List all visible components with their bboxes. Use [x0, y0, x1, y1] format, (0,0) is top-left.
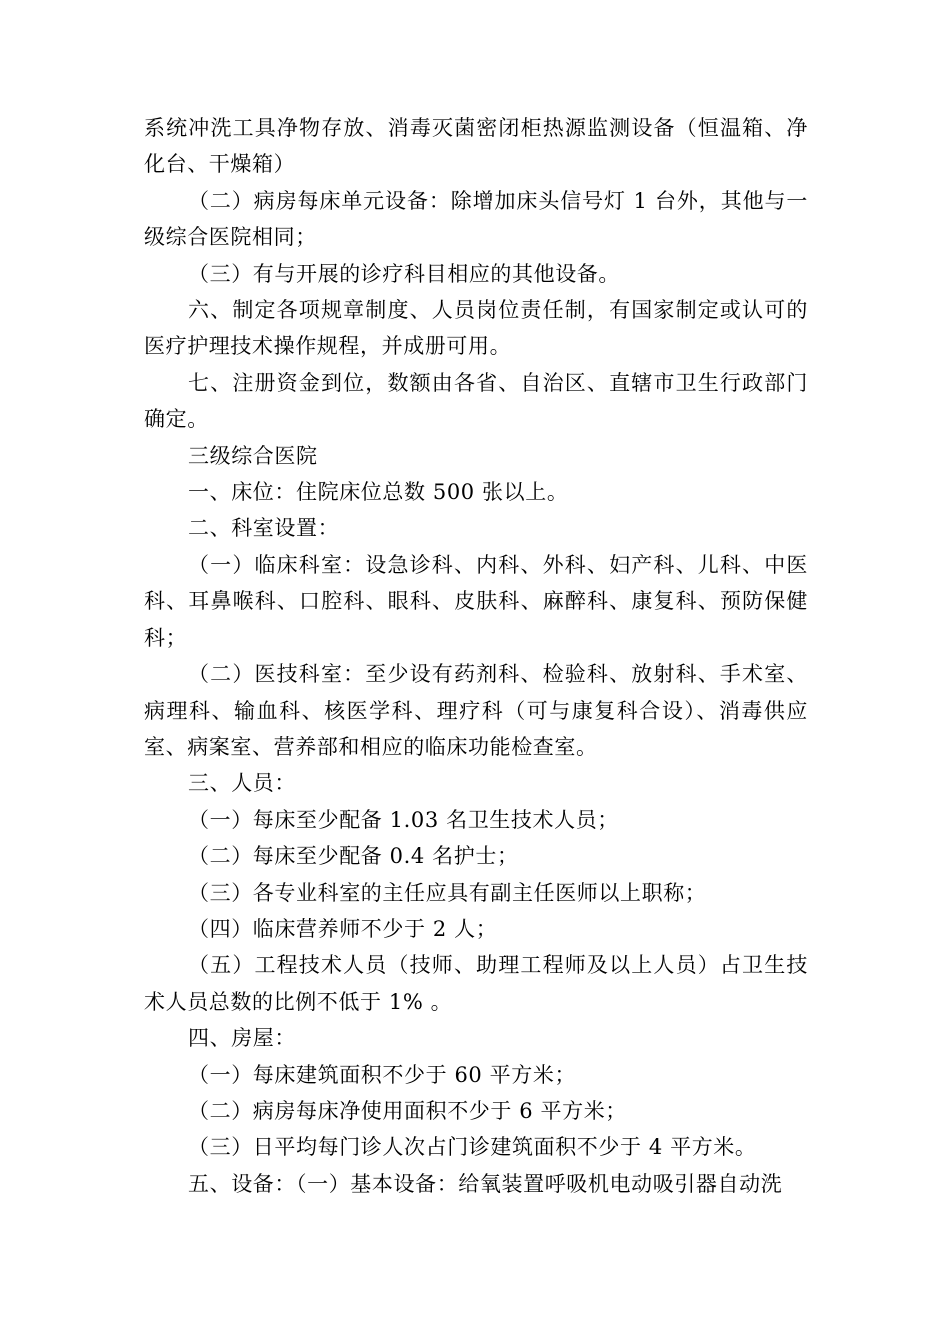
section-heading-tertiary-hospital: 三级综合医院	[188, 443, 318, 468]
paragraph-continued-equipment-list: 系统冲洗工具净物存放、消毒灭菌密闭柜热源监测设备（恒温箱、净化台、干燥箱）	[144, 116, 808, 177]
paragraph-ward-bed-unit-equipment: （二）病房每床单元设备：除增加床头信号灯 1 台外，其他与一级综合医院相同；	[144, 188, 808, 250]
paragraph-department-setup: 二、科室设置：	[188, 516, 340, 541]
paragraph-nurses-per-bed: （二）每床至少配备 0.4 名护士；	[188, 844, 519, 869]
paragraph-clinical-departments: （一）临床科室：设急诊科、内科、外科、妇产科、儿科、中医科、耳鼻喉科、口腔科、眼科、皮肤科、麻醉科、康复科、预防保健科；	[144, 552, 808, 650]
paragraph-engineering-technicians: （五）工程技术人员（技师、助理工程师及以上人员）占卫生技术人员总数的比例不低于 1% 。	[144, 953, 808, 1014]
paragraph-personnel: 三、人员：	[188, 771, 296, 796]
paragraph-outpatient-area: （三）日平均每门诊人次占门诊建筑面积不少于 4 平方米。	[188, 1135, 757, 1160]
paragraph-beds: 一、床位：住院床位总数 500 张以上。	[188, 480, 569, 505]
paragraph-equipment-basic: 五、设备：（一）基本设备：给氧装置呼吸机电动吸引器自动洗	[188, 1171, 783, 1196]
document-body	[144, 110, 808, 1202]
paragraph-department-directors: （三）各专业科室的主任应具有副主任医师以上职称；	[188, 880, 707, 905]
paragraph-clinical-nutritionists: （四）临床营养师不少于 2 人；	[188, 916, 498, 941]
paragraph-health-technicians-per-bed: （一）每床至少配备 1.03 名卫生技术人员；	[188, 807, 619, 832]
paragraph-other-equipment: （三）有与开展的诊疗科目相应的其他设备。	[188, 261, 620, 286]
paragraph-medical-technology-departments: （二）医技科室：至少设有药剂科、检验科、放射科、手术室、病理科、输血科、核医学科、理疗科（可与康复科合设）、消毒供应室、病案室、营养部和相应的临床功能检查室。	[144, 662, 808, 759]
paragraph-rules-and-regulations: 六、制定各项规章制度、人员岗位责任制，有国家制定或认可的医疗护理技术操作规程，并成册可用。	[144, 298, 808, 359]
paragraph-ward-net-area-per-bed: （二）病房每床净使用面积不少于 6 平方米；	[188, 1098, 627, 1123]
paragraph-registered-capital: 七、注册资金到位，数额由各省、自治区、直辖市卫生行政部门确定。	[144, 370, 808, 432]
paragraph-building-area-per-bed: （一）每床建筑面积不少于 60 平方米；	[188, 1062, 577, 1087]
paragraph-buildings: 四、房屋：	[188, 1026, 296, 1051]
